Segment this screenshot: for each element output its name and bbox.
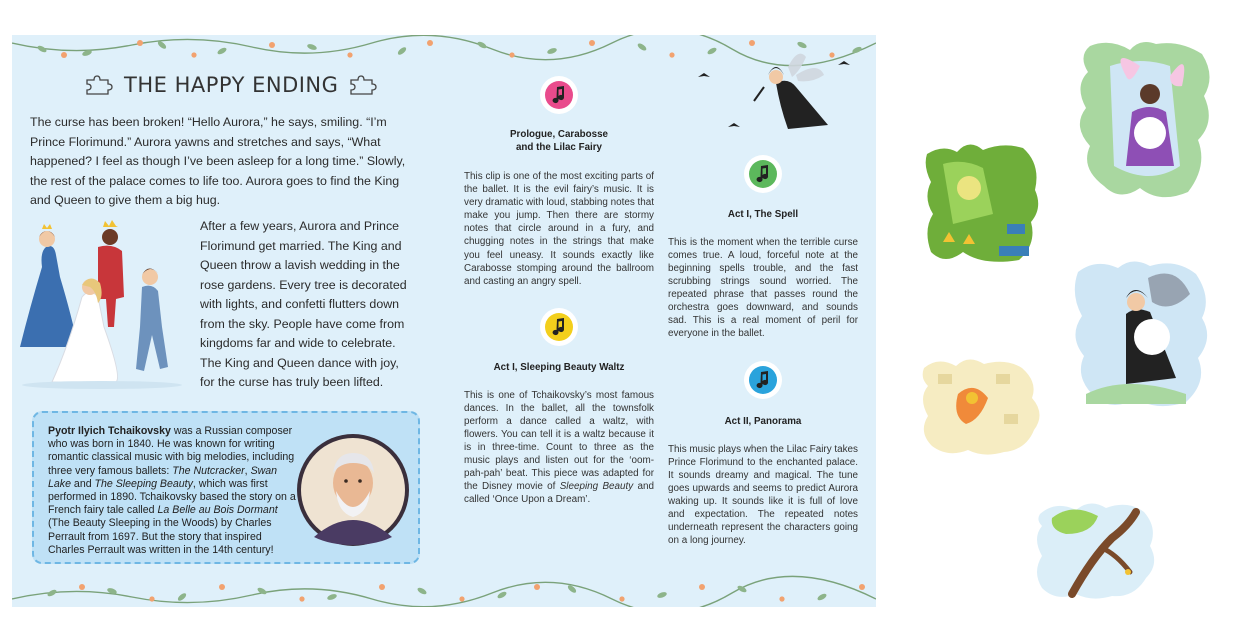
book-spread: [12, 35, 876, 607]
track-the-spell: [668, 209, 858, 340]
story-paragraph-2: After a few years, Aurora and Prince Florimund get married. The King and Queen throw a lavish wedding in the rose gardens. Every tree is decorated with lights, and confetti flutters down from the sky. People have come from kingdoms far and wide to celebrate. The King and Queen dance with joy, for the curse has truly been lifted.: [200, 219, 407, 389]
track-title: Act I, Sleeping Beauty Waltz: [493, 362, 625, 373]
music-note-icon-blue[interactable]: [743, 360, 783, 400]
track-panorama: [668, 416, 858, 547]
puzzle-piece-icon: [348, 75, 378, 95]
track-description: This is the moment when the terrible curse comes true. A loud, forceful note at the beginning spells trouble, and the fast scrubbing strings sound worried. The repeated phrase that passes round the orchestra goes downward, and sounds sad. This is a real moment of peril for everyone in the ballet.: [668, 236, 858, 340]
track-title: Act II, Panorama: [724, 416, 802, 427]
puzzle-piece-lilac-fairy[interactable]: [1070, 36, 1218, 206]
bottom-vine-border: [12, 573, 876, 607]
music-note-icon-yellow[interactable]: [539, 307, 579, 347]
tchaikovsky-fact-box: [32, 411, 420, 564]
carabosse-fairy-illustration: [688, 47, 868, 137]
track-description: This music plays when the Lilac Fairy takes Prince Florimund to the enchanted palace. It sounds dreamy and magical. The tune goes upwards and seems to predict Aurora waking up. It sounds like it is full of love and expectation. The repeated notes underneath represent the characters going on a long journey.: [668, 443, 858, 547]
track-description: This is one of Tchaikovsky’s most famous dances. In the ballet, all the townsfolk perform a dance called a waltz, with flowers. You can tell it is a waltz because it is in three-time. Count to three as the music plays and listen out for the ‘oom-pah-pah’ beat. This piece was adapted for the Disney movie of Sleeping Beauty and called ‘Once Upon a Dream’.: [464, 389, 654, 506]
track-waltz: [464, 362, 654, 506]
music-note-icon-pink[interactable]: [539, 75, 579, 115]
story-paragraph-1: The curse has been broken! “Hello Aurora,” he says, smiling. “I’m Prince Florimund.” Aurora yawns and stretches and says, “What happened? I feel as though I’ve been asleep for a long time.” Slowly, the rest of the palace comes to life too. Aurora goes to find the King and Queen to give them a big hug.: [30, 115, 406, 207]
page-title: THE HAPPY ENDING: [124, 73, 339, 97]
puzzle-piece-tree-branch[interactable]: [1037, 503, 1154, 598]
composer-name: Pyotr Ilyich Tchaikovsky: [48, 425, 171, 437]
puzzle-piece-dark-fairy[interactable]: [1075, 261, 1207, 406]
puzzle-piece-castle-wall[interactable]: [923, 359, 1040, 454]
track-description: This clip is one of the most exciting parts of the ballet. It is the evil fairy’s music. It is very dramatic with loud, stabbing notes that make you jump. Then there are stormy notes that circle around in a fury, and chugging notes in the strings that make you feel uneasy. It sounds exactly like Carabosse stomping around the ballroom and casting an angry spell.: [464, 171, 654, 287]
tchaikovsky-portrait: [296, 433, 410, 547]
royal-dancers-illustration: [12, 207, 197, 407]
tchaikovsky-bio: Pyotr Ilyich Tchaikovsky was a Russian composer who was born in 1840. He was known for writing romantic classical music with big melodies, including three very famous ballets: The Nutcracker, Swan Lake and The Sleeping Beauty, which was first performed in 1890. Tchaikovsky based the story on a French fairy tale called La Belle au Bois Dormant (The Beauty Sleeping in the Woods) by Charles Perrault from 1697. But the story that inspired Charles Perrault was written in the 14th century!: [48, 425, 296, 556]
track-prologue: [464, 129, 654, 288]
music-note-icon-green[interactable]: [743, 154, 783, 194]
puzzle-piece-green-garden[interactable]: [926, 144, 1039, 261]
puzzle-piece-icon: [84, 75, 114, 95]
heading-row: [84, 73, 378, 97]
track-title: Act I, The Spell: [727, 209, 799, 220]
track-title: Prologue, Carabosse and the Lilac Fairy: [510, 129, 608, 153]
